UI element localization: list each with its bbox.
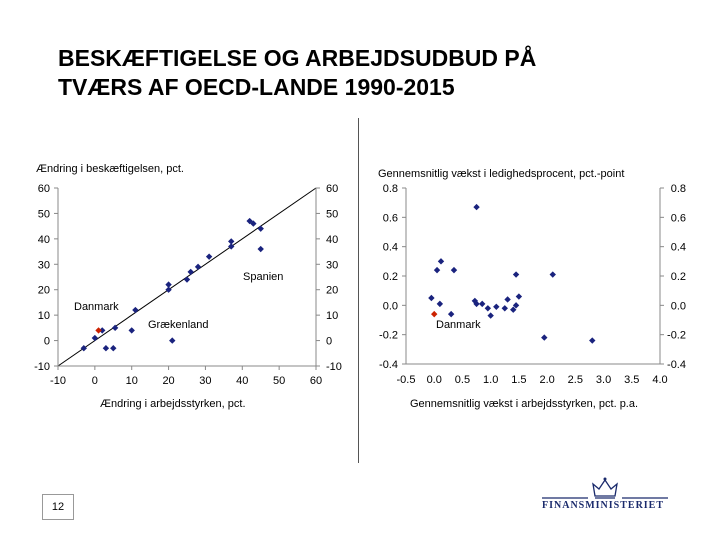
right-highlight-point [431,311,437,317]
right-x-tick-label: 4.0 [652,374,668,386]
left-x-tick-label: 20 [162,375,175,387]
title-line-1: BESKÆFTIGELSE OG ARBEJDSUDBUD PÅ [58,45,537,71]
right-data-point [504,296,510,302]
right-x-tick-label: 1.0 [483,374,499,386]
ministry-logo-text: FINANSMINISTERIET [542,500,665,511]
annotation-spanien: Spanien [243,271,284,283]
right-data-point [473,204,479,210]
left-y-right-tick-label: 40 [326,233,339,246]
right-y-tick-label: 0.2 [382,271,398,283]
right-data-point [428,295,434,301]
left-data-point [132,307,138,313]
left-y-right-tick-label: 30 [326,259,339,272]
right-data-point [493,304,499,310]
left-data-point [228,238,234,244]
right-y-right-tick-label: 0.4 [670,241,686,254]
left-x-tick-label: 0 [91,375,98,387]
left-data-point [258,225,264,231]
right-y-tick-label: 0.8 [382,183,398,195]
page-number: 12 [42,494,74,520]
left-x-tick-label: 10 [125,375,138,387]
left-data-point [184,276,190,282]
left-tick-labels [34,183,342,387]
right-y-right-tick-label: -0.4 [667,359,686,371]
right-tick-marks [402,188,664,364]
right-x-tick-label: 2.5 [567,374,583,386]
right-y-tick-label: 0.4 [382,241,398,254]
right-y-tick-label: 0.0 [382,300,398,313]
right-x-tick-label: 3.5 [624,374,640,386]
right-data-point [487,312,493,318]
left-y-right-tick-label: 0 [326,335,333,348]
right-x-tick-label: 0.5 [454,374,471,386]
left-y-tick-label: 0 [43,335,50,348]
right-data-point [550,271,556,277]
right-data-point [541,334,547,340]
right-y-tick-label: 0.6 [382,212,398,225]
left-x-tick-label: 50 [273,375,286,387]
right-x-tick-label: 3.0 [595,374,612,386]
left-data-point [129,327,135,333]
left-y-axis-title: Ændring i beskæftigelsen, pct. [36,163,184,175]
left-y-right-tick-label: 60 [326,183,339,195]
right-data-point [437,301,443,307]
left-data-point [81,345,87,351]
right-data-point [434,267,440,273]
left-data-point [92,335,98,341]
right-data-point [516,293,522,299]
right-x-tick-label: 1.5 [511,374,527,386]
right-y-axis-title: Gennemsnitlig vækst i ledighedsprocent, pct.-point [378,168,625,180]
right-x-axis-title: Gennemsnitlig vækst i arbejdsstyrken, pct. p.a. [410,398,639,410]
left-data-point [165,281,171,287]
right-y-right-tick-label: 0.6 [670,212,686,225]
right-y-tick-label: -0.4 [379,359,398,371]
title-line-2: TVÆRS AF OECD-LANDE 1990-2015 [58,74,455,100]
right-data-point [589,337,595,343]
left-x-tick-label: 60 [309,375,323,387]
left-y-tick-label: 20 [37,284,50,297]
right-data-point [502,305,508,311]
left-y-tick-label: 10 [37,310,50,323]
annotation-danmark-left: Danmark [74,301,119,313]
right-data-point [513,271,519,277]
left-y-tick-label: 30 [37,259,50,272]
left-x-tick-label: -10 [50,375,66,387]
right-x-tick-label: 0.0 [426,374,442,386]
left-x-axis-title: Ændring i arbejdsstyrken, pct. [100,398,246,410]
right-y-right-tick-label: -0.2 [667,329,686,342]
right-y-tick-label: -0.2 [379,329,398,342]
left-data-point [110,345,116,351]
right-x-tick-label: -0.5 [396,374,416,386]
left-highlight-point [95,327,101,333]
left-y-right-tick-label: 50 [326,208,339,221]
left-y-tick-label: 60 [37,183,50,195]
left-data-point [169,337,175,343]
right-data-point [438,258,444,264]
right-data-point [451,267,457,273]
right-data-point [479,301,485,307]
right-y-right-tick-label: 0.0 [670,300,686,313]
annotation-danmark-right: Danmark [436,319,481,331]
left-y-tick-label: -10 [34,361,50,373]
left-data-point [187,269,193,275]
left-y-right-tick-label: 20 [326,284,339,297]
right-y-right-tick-label: 0.8 [670,183,686,195]
left-y-tick-label: 40 [37,233,50,246]
left-x-tick-label: 40 [236,375,249,387]
right-x-tick-label: 2.0 [539,374,555,386]
right-data-point [485,305,491,311]
left-chart [34,163,342,410]
left-y-right-tick-label: 10 [326,310,339,323]
annotation-graekenland: Grækenland [148,319,209,331]
left-x-tick-label: 30 [199,375,212,387]
right-tick-labels [379,183,686,386]
left-y-right-tick-label: -10 [326,361,342,373]
left-data-point [103,345,109,351]
right-y-right-tick-label: 0.2 [670,271,686,283]
left-data-point [258,246,264,252]
right-data-point [448,311,454,317]
left-y-tick-label: 50 [37,208,50,221]
right-chart [378,168,686,410]
left-data-point [195,264,201,270]
left-data-point [206,253,212,259]
